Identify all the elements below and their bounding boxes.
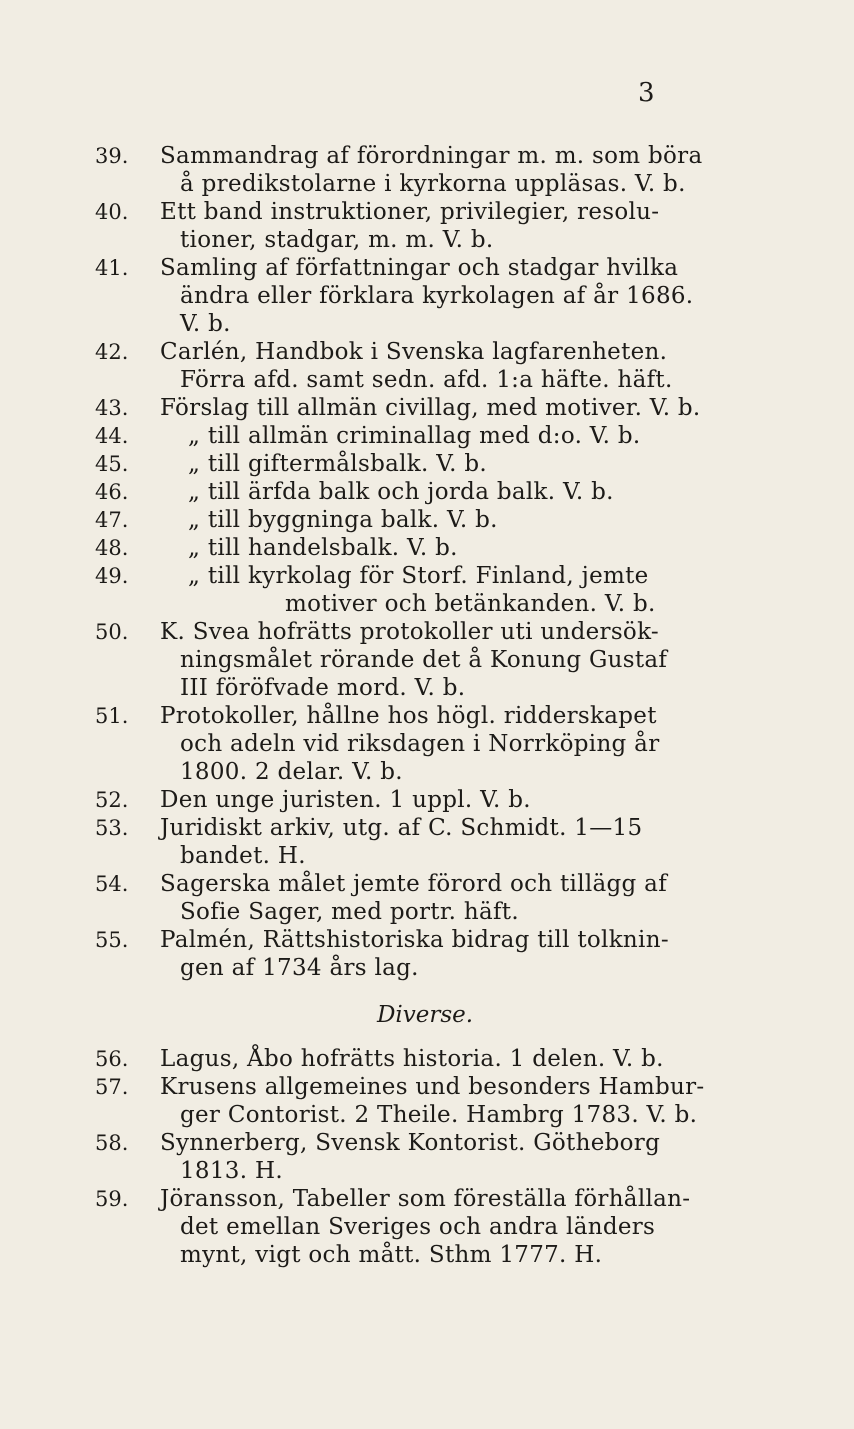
entry-line: Protokoller, hållne hos högl. ridderskapet (160, 703, 657, 729)
entry-number: 56. (95, 1047, 129, 1071)
entry-line: V. b. (180, 311, 231, 337)
entry-number: 39. (95, 144, 129, 168)
entry-line: „ till ärfda balk och jorda balk. V. b. (188, 479, 614, 505)
catalog-entry (95, 1073, 755, 1129)
entry-number: 57. (95, 1075, 129, 1099)
entry-line: Palmén, Rättshistoriska bidrag till tolknin- (160, 927, 669, 953)
entry-number: 58. (95, 1131, 129, 1155)
entry-line: „ till kyrkolag för Storf. Finland, jemte (188, 563, 649, 589)
page-number: 3 (638, 78, 655, 108)
catalog-entry (95, 814, 755, 870)
catalog-entry (95, 926, 755, 982)
entry-line: motiver och betänkanden. V. b. (285, 591, 656, 617)
entry-line: 1800. 2 delar. V. b. (180, 759, 403, 785)
catalog-entry (95, 422, 755, 450)
entry-number: 40. (95, 200, 129, 224)
entry-number: 43. (95, 396, 129, 420)
entry-line: „ till allmän criminallag med d:o. V. b. (188, 423, 641, 449)
entry-number: 51. (95, 704, 129, 728)
entry-number: 42. (95, 340, 129, 364)
entry-line: Carlén, Handbok i Svenska lagfarenheten. (160, 339, 668, 365)
entry-line: gen af 1734 års lag. (180, 955, 419, 981)
catalog-entry (95, 870, 755, 926)
entry-line: Jöransson, Tabeller som föreställa förhållan- (160, 1186, 691, 1212)
entry-line: III föröfvade mord. V. b. (180, 675, 466, 701)
entry-line: K. Svea hofrätts protokoller uti undersök- (160, 619, 659, 645)
entry-line: Samling af författningar och stadgar hvilka (160, 255, 679, 281)
entry-line: ningsmålet rörande det å Konung Gustaf (180, 647, 668, 673)
entry-line: ger Contorist. 2 Theile. Hambrg 1783. V. b. (180, 1102, 698, 1128)
catalog-entries (95, 142, 755, 1269)
entry-number: 41. (95, 256, 129, 280)
entry-number: 46. (95, 480, 129, 504)
entry-line: 1813. H. (180, 1158, 283, 1184)
catalog-entry (95, 534, 755, 562)
entry-number: 49. (95, 564, 129, 588)
catalog-entry (95, 338, 755, 394)
entry-number: 53. (95, 816, 129, 840)
catalog-entry (95, 254, 755, 338)
catalog-entry (95, 562, 755, 618)
catalog-entry (95, 142, 755, 198)
entry-line: „ till giftermålsbalk. V. b. (188, 451, 487, 477)
entry-line: „ till handelsbalk. V. b. (188, 535, 458, 561)
entry-line: „ till byggninga balk. V. b. (188, 507, 498, 533)
catalog-entry (95, 506, 755, 534)
entry-number: 45. (95, 452, 129, 476)
catalog-entry (95, 450, 755, 478)
entry-number: 59. (95, 1187, 129, 1211)
entry-number: 44. (95, 424, 129, 448)
catalog-entry (95, 478, 755, 506)
entry-line: Sagerska målet jemte förord och tillägg af (160, 871, 668, 897)
entry-line: Lagus, Åbo hofrätts historia. 1 delen. V. b. (160, 1046, 664, 1072)
entry-line: ändra eller förklara kyrkolagen af år 1686. (180, 283, 694, 309)
catalog-entry (95, 786, 755, 814)
catalog-entry (95, 1129, 755, 1185)
entry-line: Juridiskt arkiv, utg. af C. Schmidt. 1—15 (160, 815, 643, 841)
entry-line: Förslag till allmän civillag, med motiver. V. b. (160, 395, 701, 421)
entry-number: 55. (95, 928, 129, 952)
entry-number: 52. (95, 788, 129, 812)
catalog-entry (95, 198, 755, 254)
entry-line: mynt, vigt och mått. Sthm 1777. H. (180, 1242, 603, 1268)
entry-number: 48. (95, 536, 129, 560)
entry-line: Den unge juristen. 1 uppl. V. b. (160, 787, 531, 813)
entry-line: Förra afd. samt sedn. afd. 1:a häfte. häft. (180, 367, 673, 393)
entry-line: Krusens allgemeines und besonders Hambur- (160, 1074, 705, 1100)
entry-number: 47. (95, 508, 129, 532)
entry-line: tioner, stadgar, m. m. V. b. (180, 227, 494, 253)
catalog-entry (95, 618, 755, 702)
entry-number: 50. (95, 620, 129, 644)
entry-line: Ett band instruktioner, privilegier, resolu- (160, 199, 660, 225)
entry-line: Synnerberg, Svensk Kontorist. Götheborg (160, 1130, 661, 1156)
entry-line: å predikstolarne i kyrkorna uppläsas. V. b. (180, 171, 686, 197)
entry-number: 54. (95, 872, 129, 896)
entry-line: bandet. H. (180, 843, 306, 869)
entry-line: Sammandrag af förordningar m. m. som böra (160, 143, 703, 169)
entry-line: och adeln vid riksdagen i Norrköping år (180, 731, 660, 757)
section-heading: Diverse. (376, 1002, 474, 1028)
catalog-entry (95, 394, 755, 422)
catalog-entry (95, 1185, 755, 1269)
entry-line: Sofie Sager, med portr. häft. (180, 899, 519, 925)
catalog-entry (95, 702, 755, 786)
catalog-entry (95, 1045, 755, 1073)
entry-line: det emellan Sveriges och andra länders (180, 1214, 656, 1240)
